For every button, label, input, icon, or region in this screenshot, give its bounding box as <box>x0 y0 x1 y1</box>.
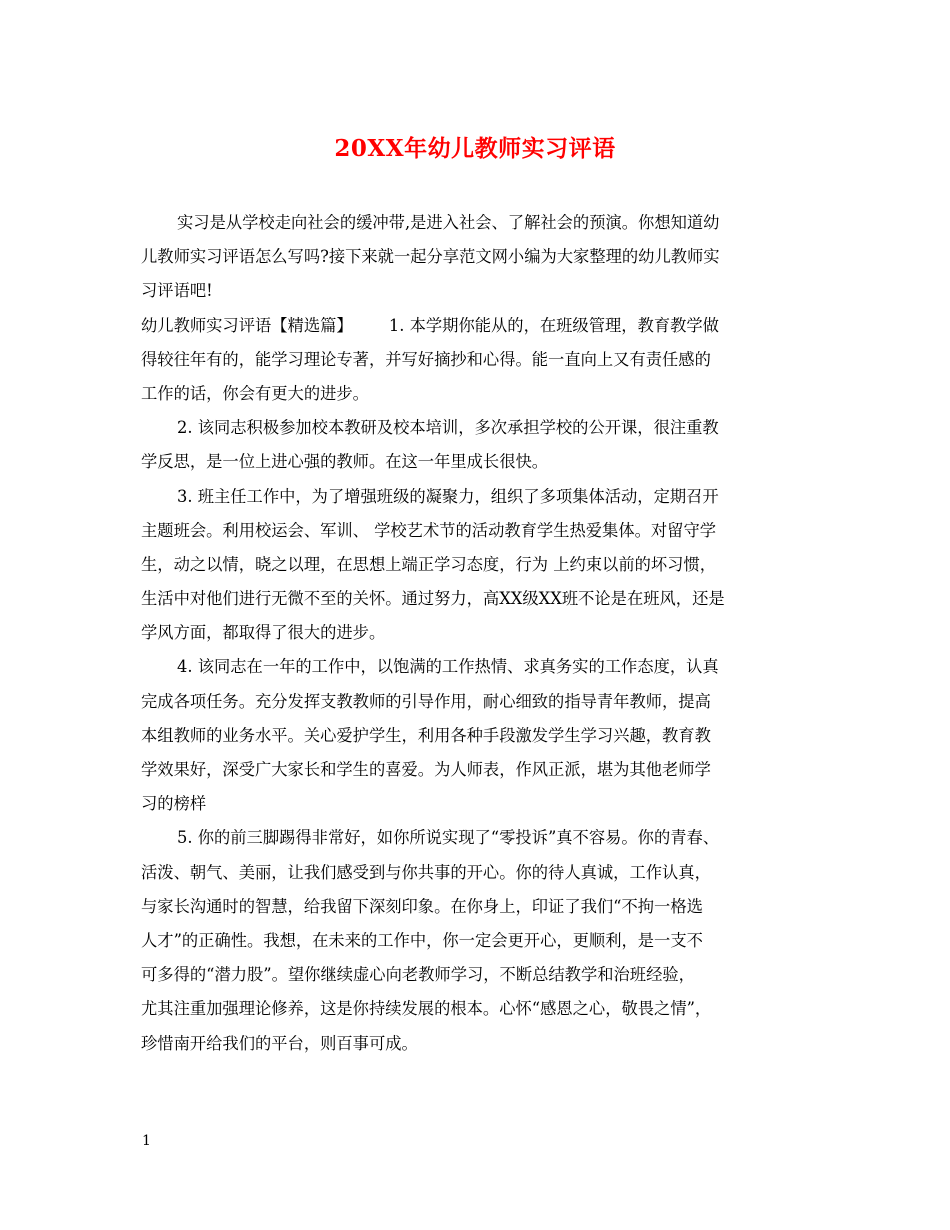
body-line: 习的榜样 <box>141 794 207 814</box>
document-body <box>141 206 821 1061</box>
body-line: 活泼、朝气、美丽，让我们感受到与你共事的开心。你的待人真诚，工作认真， <box>141 862 711 882</box>
body-line: 学效果好，深受广大家长和学生的喜爱。为人师表，作风正派，堪为其他老师学 <box>141 760 711 779</box>
body-line: 生，动之以情，晓之以理，在思想上端正学习态度，行为 上约束以前的坏习惯， <box>141 554 717 574</box>
body-line: 5. 你的前三脚踢得非常好，如你所说实现了“零投诉”真不容易。你的青春、 <box>177 828 720 848</box>
body-line: 4. 该同志在一年的工作中，以饱满的工作热情、求真务实的工作态度，认真 <box>177 657 719 677</box>
body-line: 完成各项任务。充分发挥支教教师的引导作用，耐心细致的指导青年教师，提高 <box>141 691 711 711</box>
body-line: 人才”的正确性。我想，在未来的工作中，你一定会更开心，更顺利，是一支不 <box>141 930 703 950</box>
body-line: 学反思，是一位上进心强的教师。在这一年里成长很快。 <box>141 452 549 472</box>
body-line: 主题班会。利用校运会、军训、 学校艺术节的活动教育学生热爱集体。对留守学 <box>141 520 717 540</box>
body-line: 2. 该同志积极参加校本教研及校本培训，多次承担学校的公开课，很注重教 <box>177 418 719 438</box>
body-line: 本组教师的业务水平。关心爱护学生，利用各种手段激发学生学习兴趣，教育教 <box>141 725 711 745</box>
body-line: 3. 班主任工作中，为了增强班级的凝聚力，组织了多项集体活动，定期召开 <box>177 486 719 506</box>
body-line: 习评语吧! <box>141 281 213 301</box>
body-line: 尤其注重加强理论修养，这是你持续发展的根本。心怀“感恩之心，敬畏之情”， <box>141 999 712 1019</box>
document-title: 20XX年幼儿教师实习评语 <box>334 135 616 162</box>
page-number: 1 <box>142 1133 151 1149</box>
body-line: 与家长沟通时的智慧，给我留下深刻印象。在你身上，印证了我们“不拘一格选 <box>141 896 703 916</box>
body-line: 学风方面，都取得了很大的进步。 <box>141 623 386 643</box>
body-line: 可多得的“潜力股”。望你继续虚心向老教师学习，不断总结教学和治班经验， <box>141 965 695 985</box>
body-line: 珍惜南开给我们的平台，则百事可成。 <box>141 1033 418 1053</box>
body-line: 幼儿教师实习评语【精选篇】 1. 本学期你能从的，在班级管理，教育教学做 <box>141 315 719 335</box>
body-line: 实习是从学校走向社会的缓冲带,是进入社会、了解社会的预演。你想知道幼 <box>177 213 720 232</box>
body-line: 得较往年有的，能学习理论专著，并写好摘抄和心得。能一直向上又有责任感的 <box>141 349 711 369</box>
body-line: 工作的话，你会有更大的进步。 <box>141 383 369 403</box>
body-line: 生活中对他们进行无微不至的关怀。通过努力，高XX级XX班不论是在班风，还是 <box>141 589 725 609</box>
body-line: 儿教师实习评语怎么写吗?接下来就一起分享范文网小编为大家整理的幼儿教师实 <box>141 247 720 267</box>
